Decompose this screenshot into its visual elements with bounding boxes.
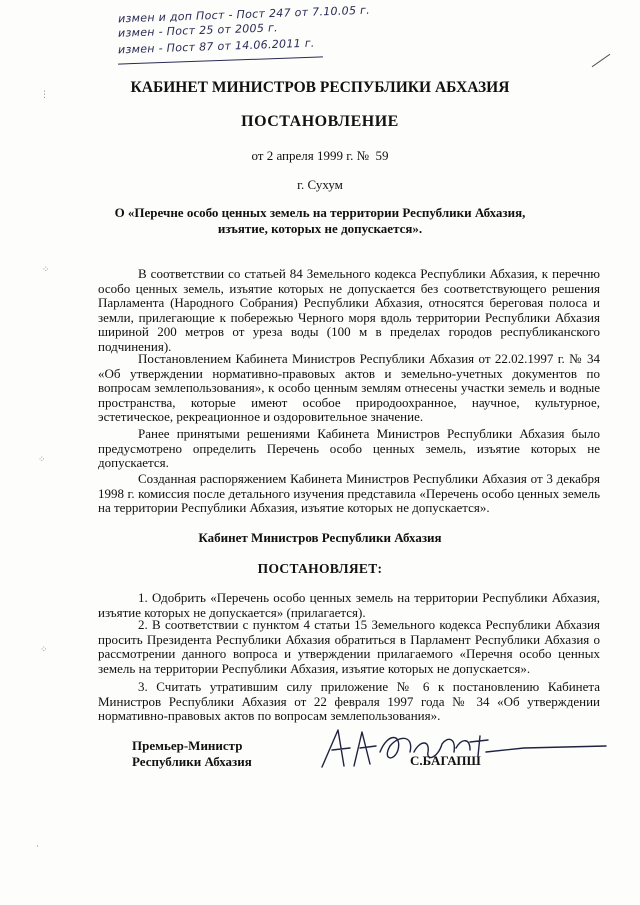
margin-speck: ⁘: [42, 265, 50, 275]
document-type: ПОСТАНОВЛЕНИЕ: [241, 113, 399, 130]
subject-line: изъятие, которых не допускается».: [217, 221, 423, 236]
resolves-heading: ПОСТАНОВЛЯЕТ:: [257, 561, 383, 576]
cabinet-line: Кабинет Министров Республики Абхазия: [198, 530, 442, 545]
resolution-item: 3. Считать утратившим силу приложение № 6 к постановлению Кабинета Министров Республики Абхазия от 22 февраля 1997 года № 34 «Об утверждении нормативно-правовых актов по вопросам землепользования».: [98, 679, 600, 723]
handwritten-note: измен - Пост 25 от 2005 г.: [117, 21, 279, 40]
signatory-name: С.БАГАПШ: [410, 753, 481, 768]
handwritten-underline: [118, 56, 323, 64]
date-number: от 2 апреля 1999 г. № 59: [251, 148, 389, 163]
margin-speck: ⁘: [38, 455, 46, 465]
resolution-item: 2. В соответствии с пунктом 4 статьи 15 Земельного кодекса Республики Абхазия просить Президента Республики Абхазия обратиться в Парламент Республики Абхазия о рассмотрении данного вопроса и утверждении прилагаемого «Перечня особо ценных земель на территории Республики Абхазия, изъятие которых не допускается».: [98, 617, 600, 676]
margin-speck: ⁘: [40, 645, 48, 655]
body-paragraph: Постановлением Кабинета Министров Республики Абхазия от 22.02.1997 г. № 34 «Об утверждении нормативно-правовых актов и земельно-учетных документов по вопросам землепользования», к особо ценным землям отнесены участки земель и водные пространства, которые имеют особое природоохранное, научное, культурное, эстетическое, рекреационное и оздоровительное значение.: [98, 351, 600, 424]
handwritten-note: измен - Пост 87 от 14.06.2011 г.: [117, 36, 315, 57]
body-paragraph: В соответствии со статьей 84 Земельного кодекса Республики Абхазия, к перечню особо ценных земель, изъятие которых не допускается без соответствующего решения Парламента (Народного Собрания) Республики Абхазия, относятся береговая полоса и земли, прилегающие к побережью Черного моря вдоль территории Республики Абхазия шириной 200 метров от уреза воды (100 м в пределах городов республиканского подчинения).: [98, 266, 600, 354]
handwritten-note: измен и доп Пост - Пост 247 от 7.10.05 г.: [117, 3, 371, 26]
signatory-title: [132, 738, 252, 770]
resolution-item: 1. Одобрить «Перечень особо ценных земель на территории Республики Абхазия, изъятие которых не допускается» (прилагается).: [98, 590, 600, 620]
subject: [90, 205, 550, 237]
signatory-title-line: Республики Абхазия: [132, 754, 252, 769]
margin-speck: ·: [36, 842, 39, 852]
body-paragraph: Созданная распоряжением Кабинета Министров Республики Абхазия от 3 декабря 1998 г. комиссия после детального изучения представила «Перечень особо ценных земель на территории Республики Абхазия, изъятие которых не допускается».: [98, 471, 600, 515]
pen-stroke: [592, 54, 611, 67]
organization-title: КАБИНЕТ МИНИСТРОВ РЕСПУБЛИКИ АБХАЗИЯ: [130, 79, 510, 96]
signatory-title-line: Премьер-Министр: [132, 738, 243, 753]
body-paragraph: Ранее принятыми решениями Кабинета Министров Республики Абхазия было предусмотрено определить Перечень особо ценных земель, изъятие которых не допускается.: [98, 426, 600, 470]
subject-line: О «Перечне особо ценных земель на территории Республики Абхазия,: [114, 205, 526, 220]
margin-speck: ⋮: [40, 90, 49, 100]
city: г. Сухум: [297, 177, 343, 192]
